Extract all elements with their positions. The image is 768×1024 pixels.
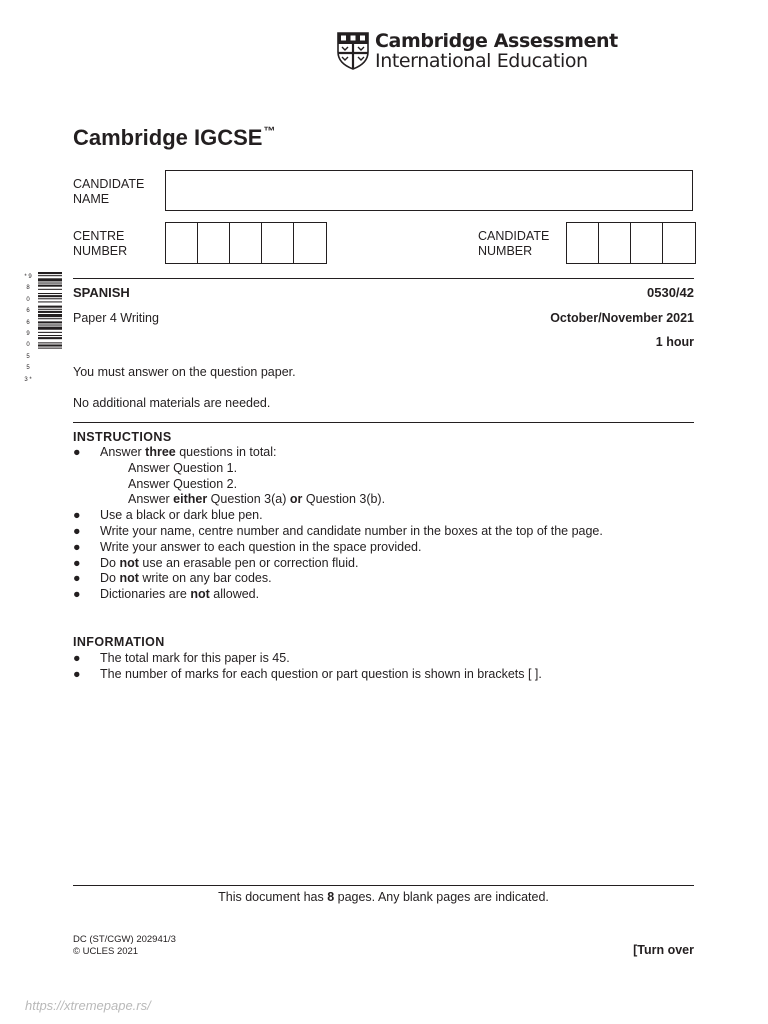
bullet-icon: ● bbox=[73, 651, 81, 665]
page-count-note bbox=[73, 890, 694, 904]
instruction-sub-item bbox=[73, 461, 694, 477]
candidate-name-label bbox=[73, 177, 144, 207]
information-text: The number of marks for each question or part question is shown in brackets [ ]. bbox=[100, 666, 542, 681]
page-count-number: 8 bbox=[327, 890, 335, 904]
information-item bbox=[73, 667, 694, 683]
instruction-emphasis: or bbox=[289, 492, 303, 507]
page-count-text: This document has bbox=[218, 890, 328, 904]
instruction-text: allowed. bbox=[209, 587, 260, 602]
instruction-text: write on any bar codes. bbox=[138, 571, 272, 586]
instructions-heading: INSTRUCTIONS bbox=[73, 430, 172, 444]
instruction-item bbox=[73, 445, 694, 461]
instruction-emphasis: three bbox=[145, 445, 176, 459]
instruction-text: Answer Question 1. bbox=[128, 460, 238, 475]
exam-session: October/November 2021 bbox=[550, 311, 694, 325]
materials-note: No additional materials are needed. bbox=[73, 396, 271, 410]
bullet-icon: ● bbox=[73, 666, 81, 681]
centre-number-digit-box[interactable] bbox=[294, 223, 326, 263]
instruction-sub-item bbox=[73, 477, 694, 493]
information-text: The total mark for this paper is 45. bbox=[100, 651, 290, 665]
barcode bbox=[30, 272, 62, 410]
instruction-text: Dictionaries are bbox=[100, 587, 191, 602]
centre-number-digit-box[interactable] bbox=[262, 223, 294, 263]
instructions-list bbox=[73, 445, 694, 603]
instruction-emphasis: not bbox=[119, 571, 139, 586]
instruction-text: Question 3(b). bbox=[302, 492, 386, 507]
bullet-icon: ● bbox=[73, 445, 81, 459]
candidate-number-digit-box[interactable] bbox=[599, 223, 631, 263]
instruction-text: questions in total: bbox=[175, 445, 277, 459]
cambridge-shield-icon bbox=[337, 32, 369, 70]
candidate-number-digit-box[interactable] bbox=[631, 223, 663, 263]
paper-title: Paper 4 Writing bbox=[73, 311, 159, 325]
exam-duration: 1 hour bbox=[655, 335, 694, 349]
copyright-notice: © UCLES 2021 bbox=[73, 946, 139, 957]
cambridge-logo bbox=[337, 31, 618, 71]
instruction-text: Use a black or dark blue pen. bbox=[100, 508, 263, 523]
instruction-item bbox=[73, 508, 694, 524]
instruction-text: use an erasable pen or correction fluid. bbox=[138, 555, 359, 570]
candidate-number-label-line-1: CANDIDATE bbox=[478, 229, 550, 243]
instruction-text: Do bbox=[100, 555, 120, 570]
turn-over-label: [Turn over bbox=[633, 943, 694, 957]
bullet-icon: ● bbox=[73, 555, 81, 570]
answer-note: You must answer on the question paper. bbox=[73, 365, 296, 379]
instruction-item bbox=[73, 571, 694, 587]
centre-number-digit-box[interactable] bbox=[166, 223, 198, 263]
instruction-text: Answer Question 2. bbox=[128, 476, 238, 491]
instruction-emphasis: not bbox=[190, 587, 210, 602]
candidate-number-digit-box[interactable] bbox=[663, 223, 695, 263]
information-list bbox=[73, 651, 694, 683]
instruction-sub-item bbox=[73, 492, 694, 508]
instruction-text: Write your name, centre number and candidate number in the boxes at the top of the page. bbox=[100, 523, 603, 538]
trademark-mark: ™ bbox=[263, 124, 276, 138]
instruction-item bbox=[73, 524, 694, 540]
information-item bbox=[73, 651, 694, 667]
centre-number-boxes bbox=[165, 222, 327, 264]
paper-code: 0530/42 bbox=[647, 285, 694, 300]
title-text: Cambridge IGCSE bbox=[73, 125, 263, 150]
barcode-digits: * 9 8 0 6 6 9 0 5 5 3 * bbox=[24, 274, 32, 383]
bullet-icon: ● bbox=[73, 587, 81, 602]
instruction-emphasis: not bbox=[119, 555, 139, 570]
instruction-item bbox=[73, 540, 694, 556]
candidate-number-boxes bbox=[566, 222, 696, 264]
bullet-icon: ● bbox=[73, 539, 81, 554]
page-count-text: pages. Any blank pages are indicated. bbox=[334, 890, 549, 904]
instruction-text: Answer bbox=[100, 445, 146, 459]
information-heading: INFORMATION bbox=[73, 635, 165, 649]
instruction-text: Question 3(a) bbox=[207, 492, 290, 507]
reference-code: DC (ST/CGW) 202941/3 bbox=[73, 934, 176, 945]
instruction-text: Write your answer to each question in the space provided. bbox=[100, 539, 422, 554]
logo-line-2: International Education bbox=[375, 50, 588, 72]
page-title bbox=[73, 124, 275, 151]
bullet-icon: ● bbox=[73, 571, 81, 586]
centre-number-digit-box[interactable] bbox=[198, 223, 230, 263]
candidate-number-label bbox=[478, 229, 549, 259]
instruction-text: Do bbox=[100, 571, 120, 586]
bullet-icon: ● bbox=[73, 508, 81, 523]
centre-number-label-line-1: CENTRE bbox=[73, 229, 125, 243]
candidate-number-label-line-2: NUMBER bbox=[478, 244, 533, 258]
divider-footer bbox=[73, 885, 694, 886]
instruction-item bbox=[73, 556, 694, 572]
candidate-name-label-line-1: CANDIDATE bbox=[73, 177, 145, 191]
centre-number-digit-box[interactable] bbox=[230, 223, 262, 263]
watermark-link[interactable]: https://xtremepape.rs/ bbox=[25, 998, 151, 1013]
divider-instructions bbox=[73, 422, 694, 423]
document-reference bbox=[73, 934, 176, 958]
logo-line-1: Cambridge Assessment bbox=[375, 30, 618, 52]
instruction-item bbox=[73, 587, 694, 603]
centre-number-label bbox=[73, 229, 127, 259]
subject-name: SPANISH bbox=[73, 285, 130, 300]
candidate-name-label-line-2: NAME bbox=[73, 192, 110, 206]
candidate-name-field[interactable] bbox=[165, 170, 693, 211]
divider-top bbox=[73, 278, 694, 279]
instruction-text: Answer bbox=[128, 492, 174, 507]
bullet-icon: ● bbox=[73, 523, 81, 538]
candidate-number-digit-box[interactable] bbox=[567, 223, 599, 263]
instruction-emphasis: either bbox=[173, 492, 208, 507]
centre-number-label-line-2: NUMBER bbox=[73, 244, 128, 258]
